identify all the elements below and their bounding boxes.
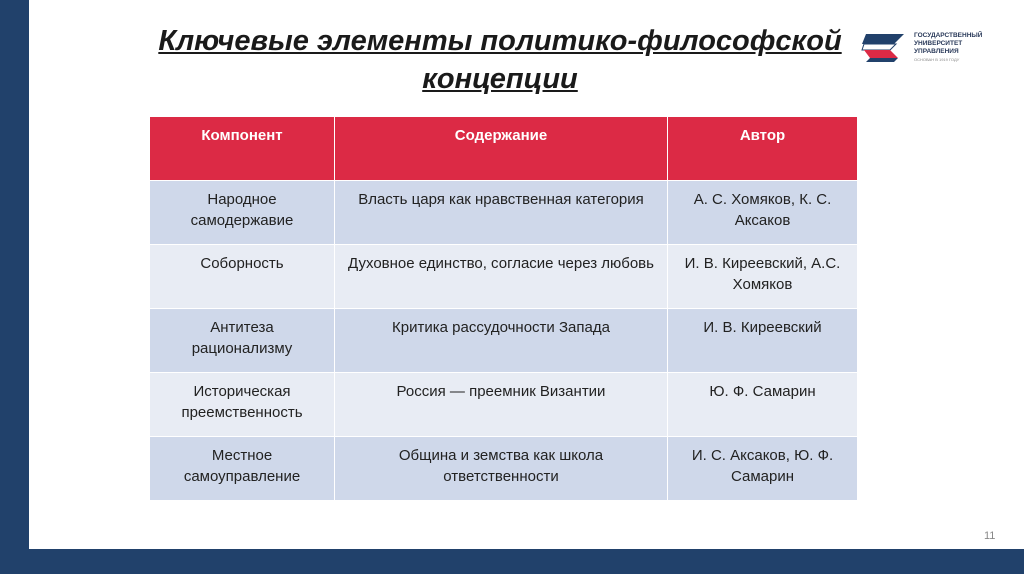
table-cell: Историческая преемственность [150, 373, 335, 437]
table-row [150, 181, 858, 245]
table-row [150, 245, 858, 309]
table-cell: Община и земства как школа ответственности [335, 437, 668, 501]
logo-line: УНИВЕРСИТЕТ [914, 40, 963, 47]
table-cell: Местное самоуправление [150, 437, 335, 501]
table-cell: И. С. Аксаков, Ю. Ф. Самарин [668, 437, 858, 501]
column-header: Компонент [150, 117, 335, 181]
logo-line: ГОСУДАРСТВЕННЫЙ [914, 32, 983, 39]
table-cell: А. С. Хомяков, К. С. Аксаков [668, 181, 858, 245]
table-cell: Россия — преемник Византии [335, 373, 668, 437]
table-cell: Духовное единство, согласие через любовь [335, 245, 668, 309]
logo-emblem-icon [860, 30, 908, 66]
concepts-table [149, 116, 858, 501]
table-row [150, 373, 858, 437]
table-cell: И. В. Киреевский, А.С. Хомяков [668, 245, 858, 309]
table-cell: Власть царя как нравственная категория [335, 181, 668, 245]
logo-line: УПРАВЛЕНИЯ [914, 48, 959, 55]
slide-title: Ключевые элементы политико-философской концепции [158, 25, 842, 95]
column-header: Автор [668, 117, 858, 181]
table-cell: Ю. Ф. Самарин [668, 373, 858, 437]
bottom-accent-bar [0, 549, 1024, 574]
table-row [150, 437, 858, 501]
table-cell: Антитеза рационализму [150, 309, 335, 373]
table-cell: Соборность [150, 245, 335, 309]
page-number: 11 [984, 530, 996, 542]
table-cell: И. В. Киреевский [668, 309, 858, 373]
logo-subtitle: ОСНОВАН В 1919 ГОДУ [914, 57, 960, 62]
column-header: Содержание [335, 117, 668, 181]
left-accent-bar [0, 0, 29, 574]
university-logo [860, 28, 1000, 68]
table-header-row [150, 117, 858, 181]
table-cell: Народное самодержавие [150, 181, 335, 245]
table-cell: Критика рассудочности Запада [335, 309, 668, 373]
table-row [150, 309, 858, 373]
